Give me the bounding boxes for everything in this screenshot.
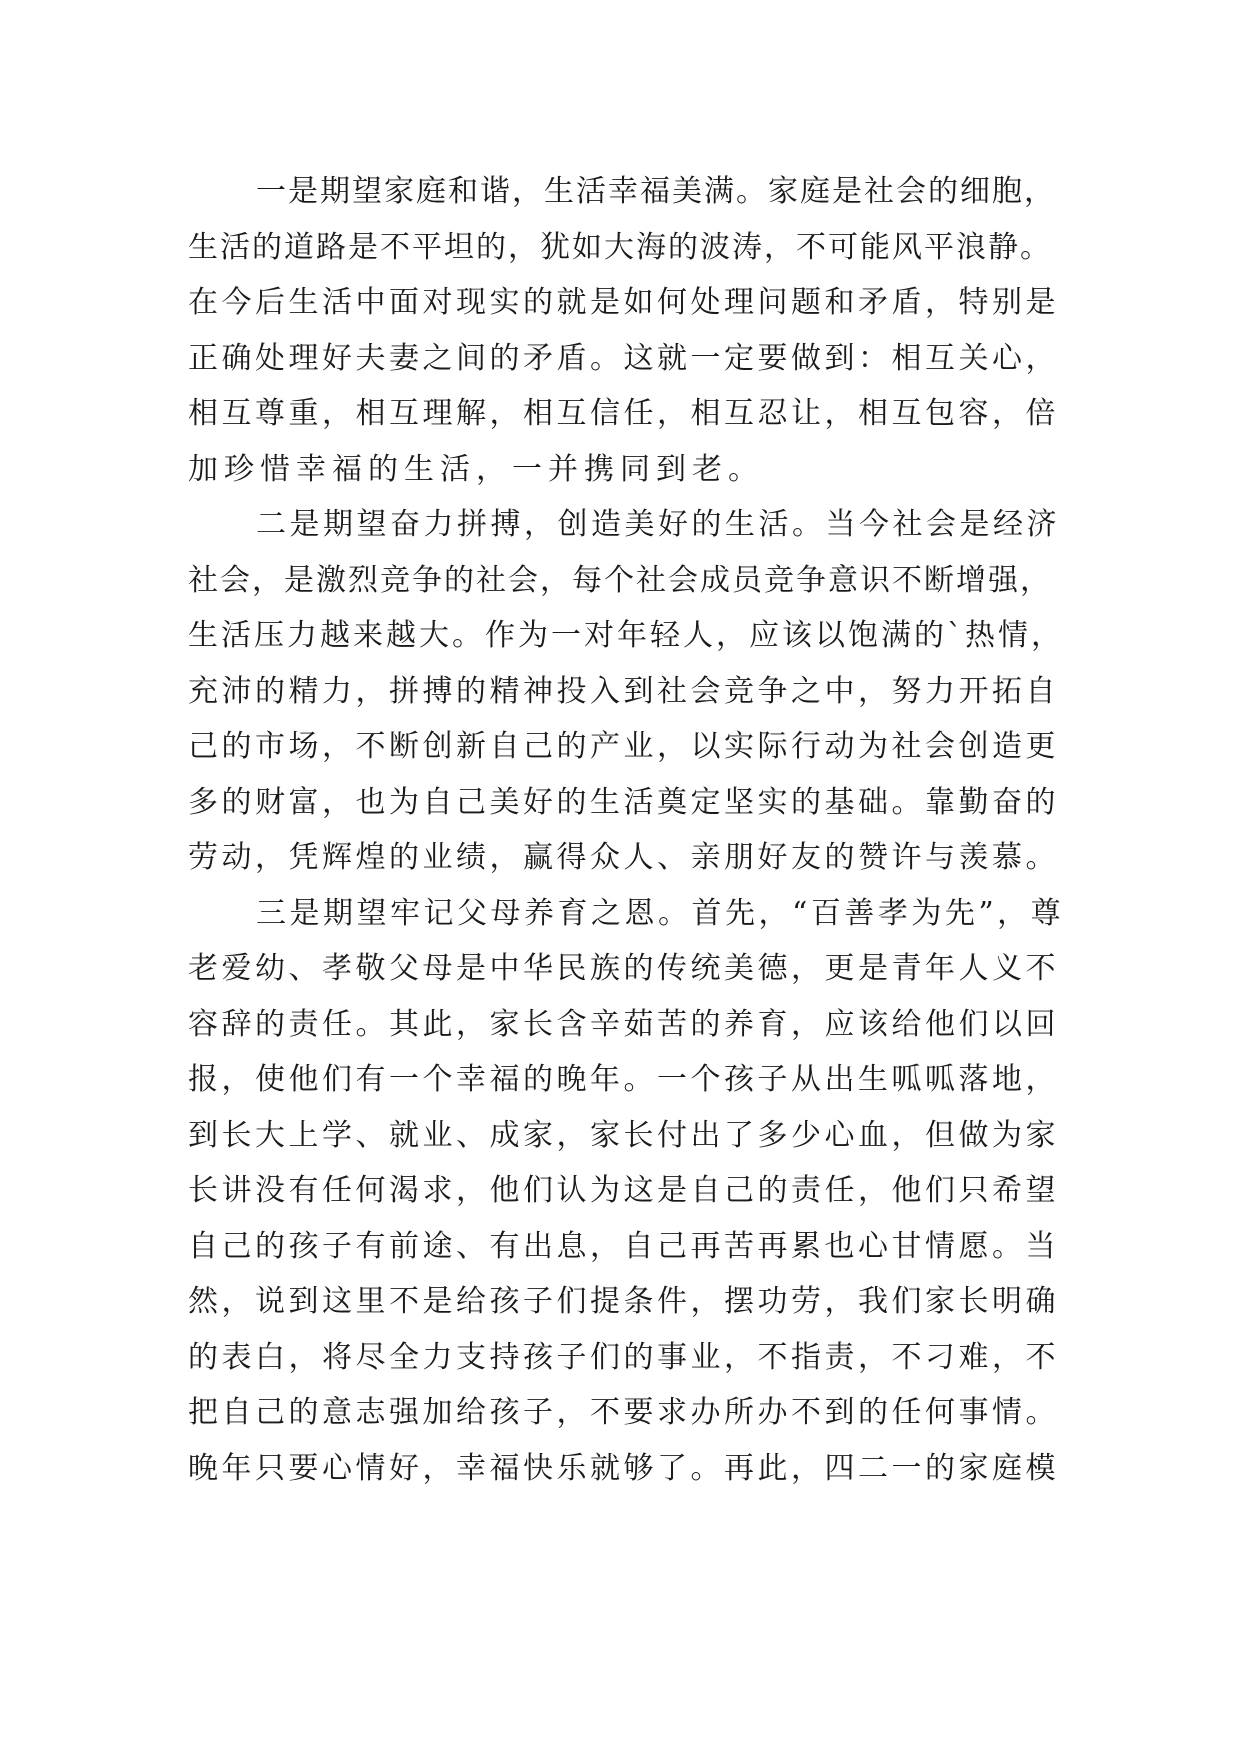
paragraph-3-line-2: 老爱幼、孝敬父母是中华民族的传统美德，更是青年人义不 — [188, 951, 1059, 986]
paragraph-3-line-8: 然，说到这里不是给孩子们提条件，摆功劳，我们家长明确 — [188, 1284, 1059, 1319]
paragraph-3-line-7: 自己的孩子有前途、有出息，自己再苦再累也心甘情愿。当 — [188, 1228, 1059, 1264]
document-body — [188, 164, 1064, 1496]
paragraph-2-line-4: 充沛的精力，拼搏的精神投入到社会竞争之中，努力开拓自 — [188, 673, 1059, 709]
paragraph-3-line-10: 把自己的意志强加给孩子，不要求办所办不到的任何事情。 — [188, 1395, 1059, 1430]
paragraph-1-line-5: 相互尊重，相互理解，相互信任，相互忍让，相互包容，倍 — [188, 396, 1059, 431]
paragraph-3-line-6: 长讲没有任何渴求，他们认为这是自己的责任，他们只希望 — [188, 1173, 1059, 1208]
paragraph-1-line-2: 生活的道路是不平坦的，犹如大海的波涛，不可能风平浪静。 — [188, 229, 1052, 265]
paragraph-3-line-9: 的表白，将尽全力支持孩子们的事业，不指责，不刁难，不 — [188, 1339, 1059, 1375]
paragraph-2-line-2: 社会，是激烈竞争的社会，每个社会成员竞争意识不断增强， — [188, 562, 1052, 598]
paragraph-1-line-4: 正确处理好夫妻之间的矛盾。这就一定要做到：相互关心， — [188, 340, 1059, 376]
paragraph-1-line-6: 加珍惜幸福的生活，一并携同到老。 — [188, 451, 764, 487]
paragraph-3-line-3: 容辞的责任。其此，家长含辛茹苦的养育，应该给他们以回 — [188, 1006, 1059, 1042]
paragraph-1-line-1: 一是期望家庭和谐，生活幸福美满。家庭是社会的细胞， — [256, 174, 1056, 209]
paragraph-2-line-7: 劳动，凭辉煌的业绩，赢得众人、亲朋好友的赞许与羡慕。 — [188, 840, 1059, 875]
paragraph-3-line-11: 晚年只要心情好，幸福快乐就够了。再此，四二一的家庭模 — [188, 1450, 1059, 1486]
paragraph-2-line-3: 生活压力越来越大。作为一对年轻人，应该以饱满的`热情， — [188, 618, 1064, 653]
paragraph-1-line-3: 在今后生活中面对现实的就是如何处理问题和矛盾，特别是 — [188, 285, 1059, 320]
paragraph-3-line-1: 三是期望牢记父母养育之恩。首先，“百善孝为先”，尊 — [256, 895, 1065, 931]
paragraph-2-line-6: 多的财富，也为自己美好的生活奠定坚实的基础。靠勤奋的 — [188, 784, 1059, 820]
paragraph-3-line-5: 到长大上学、就业、成家，家长付出了多少心血，但做为家 — [188, 1117, 1059, 1153]
paragraph-2-line-1: 二是期望奋力拼搏，创造美好的生活。当今社会是经济 — [256, 507, 1060, 542]
paragraph-2-line-5: 己的市场，不断创新自己的产业，以实际行动为社会创造更 — [188, 729, 1059, 764]
paragraph-3-line-4: 报，使他们有一个幸福的晚年。一个孩子从出生呱呱落地， — [188, 1062, 1059, 1097]
